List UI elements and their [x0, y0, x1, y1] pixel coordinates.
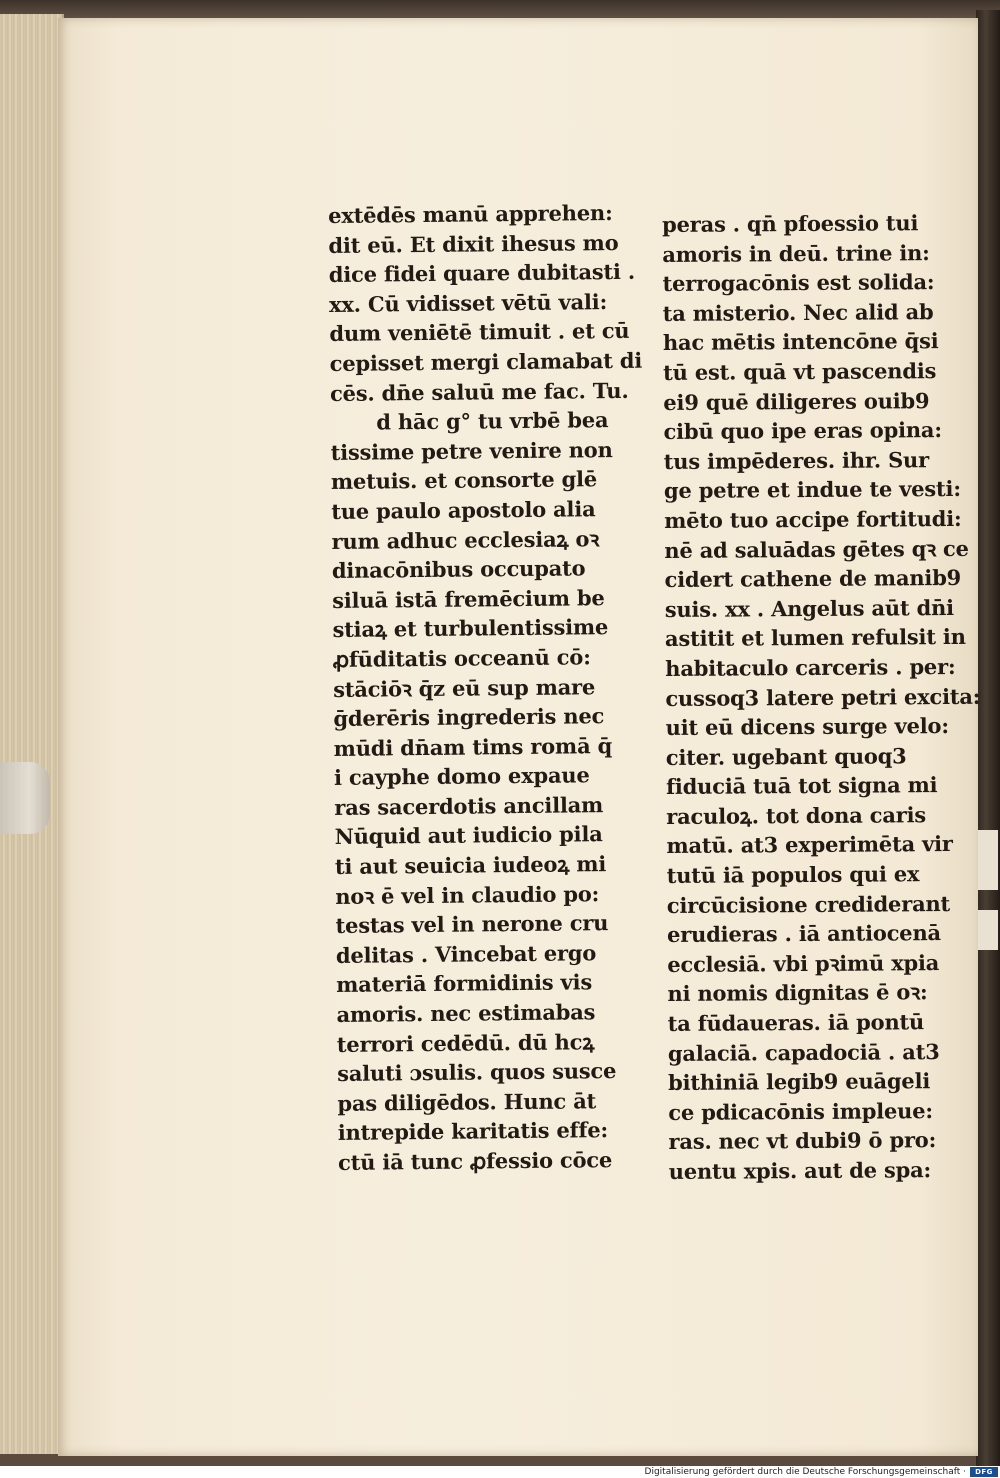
text-line: tus impēderes. ihr. Sur [663, 446, 930, 474]
text-line: peras . qn̄ pfoessio tui [662, 210, 919, 237]
text-line: saluti ɔsulis. quos susce [337, 1058, 617, 1087]
text-line: rum adhuc ecclesiaꝝ oꝛ [331, 525, 600, 554]
text-line: ti aut seuicia iudeoꝝ mi [334, 851, 607, 880]
text-line: amoris in deū. trine in: [662, 239, 930, 267]
text-line: ecclesiā. vbi pꝛimū xpia [667, 949, 940, 977]
text-line: stāciōꝛ q̄z eū sup mare [332, 673, 596, 702]
text-line: cepisset mergi clamabat di [329, 347, 643, 376]
footer-credit: Digitalisierung gefördert durch die Deutsche Forschungsgemeinschaft · [644, 1467, 966, 1477]
text-line: citer. ugebant quoq3 [665, 742, 907, 770]
text-line: terrori cedēdū. dū hcꝝ [336, 1028, 595, 1057]
text-line: d hāc g° tu vrbē bea [376, 407, 609, 435]
text-line: xx. Cū vidisset vētū vali: [328, 288, 608, 317]
text-line: tutū iā populos qui ex [666, 861, 920, 889]
text-column-left [328, 198, 651, 1178]
text-line: bithiniā legib9 euāgeli [668, 1068, 931, 1096]
text-line: uentu xpis. aut de spa: [668, 1157, 932, 1184]
text-line: hac mētis intencōne q̄si [662, 328, 939, 356]
text-line: extēdēs manū apprehen: [328, 200, 613, 228]
text-line: circūcisione crediderant [666, 890, 951, 918]
text-line: erudieras . iā antiocenā [666, 920, 941, 948]
text-line: cidert cathene de manib9 [664, 565, 962, 593]
page-clip [0, 762, 50, 834]
text-line: pas diligēdos. Hunc āt [337, 1088, 597, 1116]
dfg-logo: DFG [970, 1467, 998, 1477]
book-page [58, 18, 981, 1456]
text-line: ḡderēris ingrederis nec [333, 703, 605, 732]
footer-bar [0, 1466, 1000, 1478]
text-line: galaciā. capadociā . at3 [667, 1038, 940, 1066]
text-line: cibū quo ipe eras opina: [663, 417, 942, 445]
text-line: fiduciā tuā tot signa mi [665, 772, 938, 800]
text-line: ni nomis dignitas ē oꝛ: [667, 979, 928, 1007]
text-line: i cayphe domo expaue [333, 762, 590, 791]
text-line: astitit et lumen refulsit in [664, 624, 966, 652]
text-line: matū. at3 experimēta vir [666, 831, 953, 859]
text-line: delitas . Vincebat ergo [335, 940, 597, 968]
text-line: ta misterio. Nec alid ab [662, 298, 934, 326]
text-line: ras sacerdotis ancillam [334, 792, 604, 820]
text-line: cēs. dn̄e saluū me fac. Tu. [329, 377, 629, 406]
text-line: suis. xx . Angelus aūt dn̄i [664, 594, 954, 622]
page-stack-left [0, 14, 64, 1454]
text-line: ctū iā tunc ꝓfessio cōce [337, 1147, 613, 1175]
text-line: nē ad saluādas gētes qꝛ ce [664, 535, 969, 563]
text-line: stiaꝝ et turbulentissime [332, 614, 609, 643]
text-line: Nūquid aut iudicio pila [334, 821, 603, 850]
text-line: ras. nec vt dubi9 ō pro: [668, 1127, 937, 1155]
text-line: tissime petre venire non [330, 436, 613, 465]
text-line: dinacōnibus occupato [331, 555, 586, 584]
text-line: noꝛ ē vel in claudio po: [335, 880, 600, 909]
text-line: materiā formidinis vis [336, 969, 593, 998]
text-line: ce pdicacōnis impleue: [668, 1097, 933, 1125]
text-line: habitaculo carceris . per: [665, 653, 956, 681]
text-line: ta fūdaueras. iā pontū [667, 1009, 925, 1037]
text-line: amoris. nec estimabas [336, 999, 596, 1027]
text-line: ei9 quē diligeres ouib9 [663, 387, 930, 415]
text-line: ge petre et indue te vesti: [663, 476, 961, 504]
text-line: dum veniētē timuit . et cū [329, 318, 630, 347]
text-line: ꝓfūditatis occeanū cō: [332, 644, 591, 672]
text-line: intrepide karitatis effe: [337, 1117, 609, 1146]
text-line: siluā istā fremēcium be [332, 584, 605, 613]
text-line: terrogacōnis est solida: [662, 269, 935, 297]
text-line: metuis. et consorte glē [330, 466, 598, 495]
text-line: mūdi dn̄am tims romā q̄ [333, 732, 613, 761]
text-line: cussoq3 latere petri excita: [665, 683, 981, 711]
text-line: raculoꝝ. tot dona caris [666, 802, 927, 829]
text-column-right [662, 208, 984, 1187]
text-line: mēto tuo accipe fortitudi: [664, 505, 962, 533]
text-line: tue paulo apostolo alia [331, 496, 596, 524]
text-line: dice fidei quare dubitasti . [328, 258, 636, 288]
text-line: testas vel in nerone cru [335, 910, 609, 939]
text-line: tū est. quā vt pascendis [663, 358, 937, 385]
text-line: uit eū dicens surge velo: [665, 713, 949, 741]
text-line: dit eū. Et dixit ihesus mo [328, 229, 619, 258]
